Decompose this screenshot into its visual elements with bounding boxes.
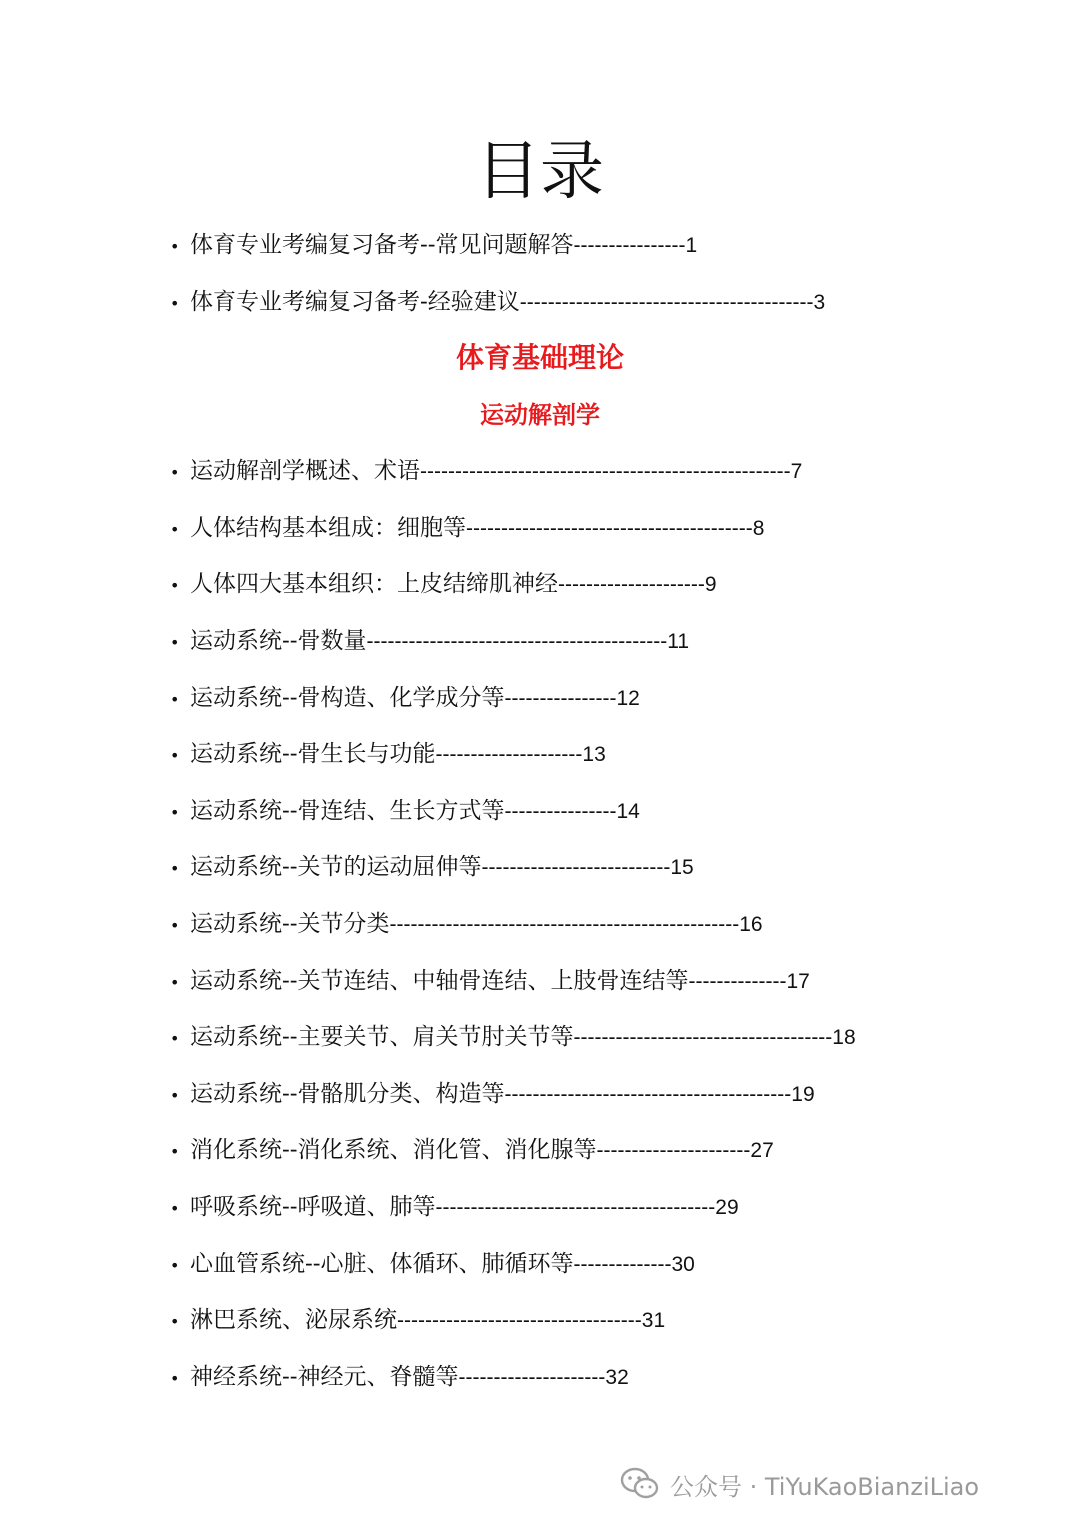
bullet-icon: • [170, 1086, 180, 1105]
toc-entry-page: 7 [790, 460, 803, 483]
toc-entry-label: 体育专业考编复习备考--常见问题解答 [190, 232, 574, 258]
toc-entry-page: 3 [813, 291, 826, 314]
toc-entry[interactable] [170, 225, 697, 265]
toc-entry-leader: ----------------------------------- [397, 1309, 642, 1332]
toc-entry-label: 神经系统--神经元、脊髓等 [190, 1364, 459, 1390]
toc-entry-page: 14 [616, 800, 640, 823]
bullet-icon: • [170, 237, 180, 256]
toc-entry-label: 运动系统--骨连结、生长方式等 [190, 798, 505, 824]
toc-entry-leader: -------------------------------------------------- [389, 913, 740, 936]
toc-entry-leader: ---------------- [504, 687, 617, 710]
toc-entry[interactable] [170, 564, 717, 604]
bullet-icon: • [170, 803, 180, 822]
part-heading: 体育基础理论 [455, 341, 624, 374]
toc-entry-leader: --------------------- [558, 573, 705, 596]
toc-entry-page: 16 [739, 913, 763, 936]
toc-entry-leader: --------------------- [435, 743, 583, 766]
toc-entry[interactable] [170, 1187, 739, 1227]
toc-entry[interactable] [170, 451, 802, 491]
toc-entry[interactable] [170, 1130, 774, 1170]
toc-entry-leader: ------------------------------------------ [519, 291, 814, 314]
bullet-icon: • [170, 463, 180, 482]
toc-entry-leader: ----------------------------------------------------- [420, 460, 791, 483]
subpart-heading: 运动解剖学 [480, 401, 600, 429]
page-title: 目录 [476, 135, 604, 209]
bullet-icon: • [170, 1369, 180, 1388]
toc-entry-label: 运动系统--骨生长与功能 [190, 741, 436, 767]
toc-entry-leader: ---------------------------------------- [435, 1196, 716, 1219]
toc-entry-label: 呼吸系统--呼吸道、肺等 [190, 1194, 436, 1220]
toc-entry-label: 运动系统--骨骼肌分类、构造等 [190, 1081, 505, 1107]
watermark [620, 1462, 979, 1506]
toc-entry-leader: ---------------- [504, 800, 617, 823]
toc-entry-page: 31 [641, 1309, 666, 1332]
toc-entry-label: 心血管系统--心脏、体循环、肺循环等 [190, 1251, 574, 1277]
toc-entry-label: 运动系统--主要关节、肩关节肘关节等 [190, 1024, 574, 1050]
bullet-icon: • [170, 973, 180, 992]
toc-entry[interactable] [170, 282, 825, 322]
toc-entry-leader: ------------------------------------- [573, 1026, 833, 1049]
toc-entry-label: 运动系统--骨构造、化学成分等 [190, 685, 505, 711]
watermark-text: 公众号 · TiYuKaoBianziLiao [670, 1472, 980, 1501]
toc-entry-leader: -------------- [573, 1253, 672, 1276]
toc-entry[interactable] [170, 1074, 815, 1114]
bullet-icon: • [170, 1199, 180, 1218]
bullet-icon: • [170, 520, 180, 539]
toc-entry-page: 11 [667, 630, 690, 653]
toc-entry[interactable] [170, 621, 689, 661]
toc-entry-label: 淋巴系统、泌尿系统 [190, 1307, 397, 1333]
toc-entry-page: 15 [670, 856, 694, 879]
toc-entry-leader: --------------------------- [481, 856, 671, 879]
toc-entry-leader: ----------------------------------------- [504, 1083, 792, 1106]
wechat-icon [620, 1466, 660, 1502]
toc-entry[interactable] [170, 678, 640, 718]
toc-entry-leader: -------------- [688, 970, 787, 993]
toc-entry-page: 1 [685, 234, 698, 257]
toc-entry-leader: --------------------- [458, 1366, 606, 1389]
bullet-icon: • [170, 1029, 180, 1048]
toc-entry-leader: ---------------------- [596, 1139, 751, 1162]
toc-entry-label: 体育专业考编复习备考-经验建议 [190, 289, 520, 315]
toc-entry[interactable] [170, 1017, 856, 1057]
toc-entry-leader: ------------------------------------------- [366, 630, 668, 653]
toc-entry[interactable] [170, 791, 640, 831]
bullet-icon: • [170, 1256, 180, 1275]
toc-entry[interactable] [170, 1300, 665, 1340]
toc-entry-label: 消化系统--消化系统、消化管、消化腺等 [190, 1137, 597, 1163]
toc-entry-leader: ---------------- [573, 234, 686, 257]
bullet-icon: • [170, 633, 180, 652]
toc-entry-page: 30 [671, 1253, 695, 1276]
toc-entry-label: 人体四大基本组织：上皮结缔肌神经 [190, 571, 558, 597]
bullet-icon: • [170, 859, 180, 878]
toc-entry-page: 32 [605, 1366, 629, 1389]
bullet-icon: • [170, 690, 180, 709]
toc-entry-leader: ----------------------------------------- [466, 517, 753, 540]
toc-entry-label: 运动系统--骨数量 [190, 628, 367, 654]
bullet-icon: • [170, 294, 180, 313]
toc-entry-page: 12 [616, 687, 640, 710]
bullet-icon: • [170, 746, 180, 765]
toc-entry-label: 运动系统--关节的运动屈伸等 [190, 854, 482, 880]
toc-entry-page: 18 [832, 1026, 856, 1049]
toc-entry-page: 13 [582, 743, 606, 766]
toc-entry[interactable] [170, 1357, 629, 1397]
bullet-icon: • [170, 576, 180, 595]
toc-entry-label: 运动解剖学概述、术语 [190, 458, 420, 484]
toc-entry[interactable] [170, 961, 810, 1001]
bullet-icon: • [170, 1142, 180, 1161]
toc-entry[interactable] [170, 847, 694, 887]
toc-entry[interactable] [170, 508, 764, 548]
toc-entry[interactable] [170, 1244, 695, 1284]
bullet-icon: • [170, 916, 180, 935]
toc-entry-label: 运动系统--关节分类 [190, 911, 390, 937]
bullet-icon: • [170, 1312, 180, 1331]
toc-entry-page: 17 [786, 970, 810, 993]
toc-entry[interactable] [170, 904, 763, 944]
toc-entry-page: 9 [704, 573, 717, 596]
toc-entry[interactable] [170, 734, 606, 774]
toc-entry-page: 29 [715, 1196, 739, 1219]
toc-entry-label: 运动系统--关节连结、中轴骨连结、上肢骨连结等 [190, 968, 689, 994]
toc-entry-page: 8 [752, 517, 765, 540]
toc-entry-label: 人体结构基本组成：细胞等 [190, 515, 466, 541]
toc-entry-page: 19 [791, 1083, 815, 1106]
toc-entry-page: 27 [750, 1139, 774, 1162]
